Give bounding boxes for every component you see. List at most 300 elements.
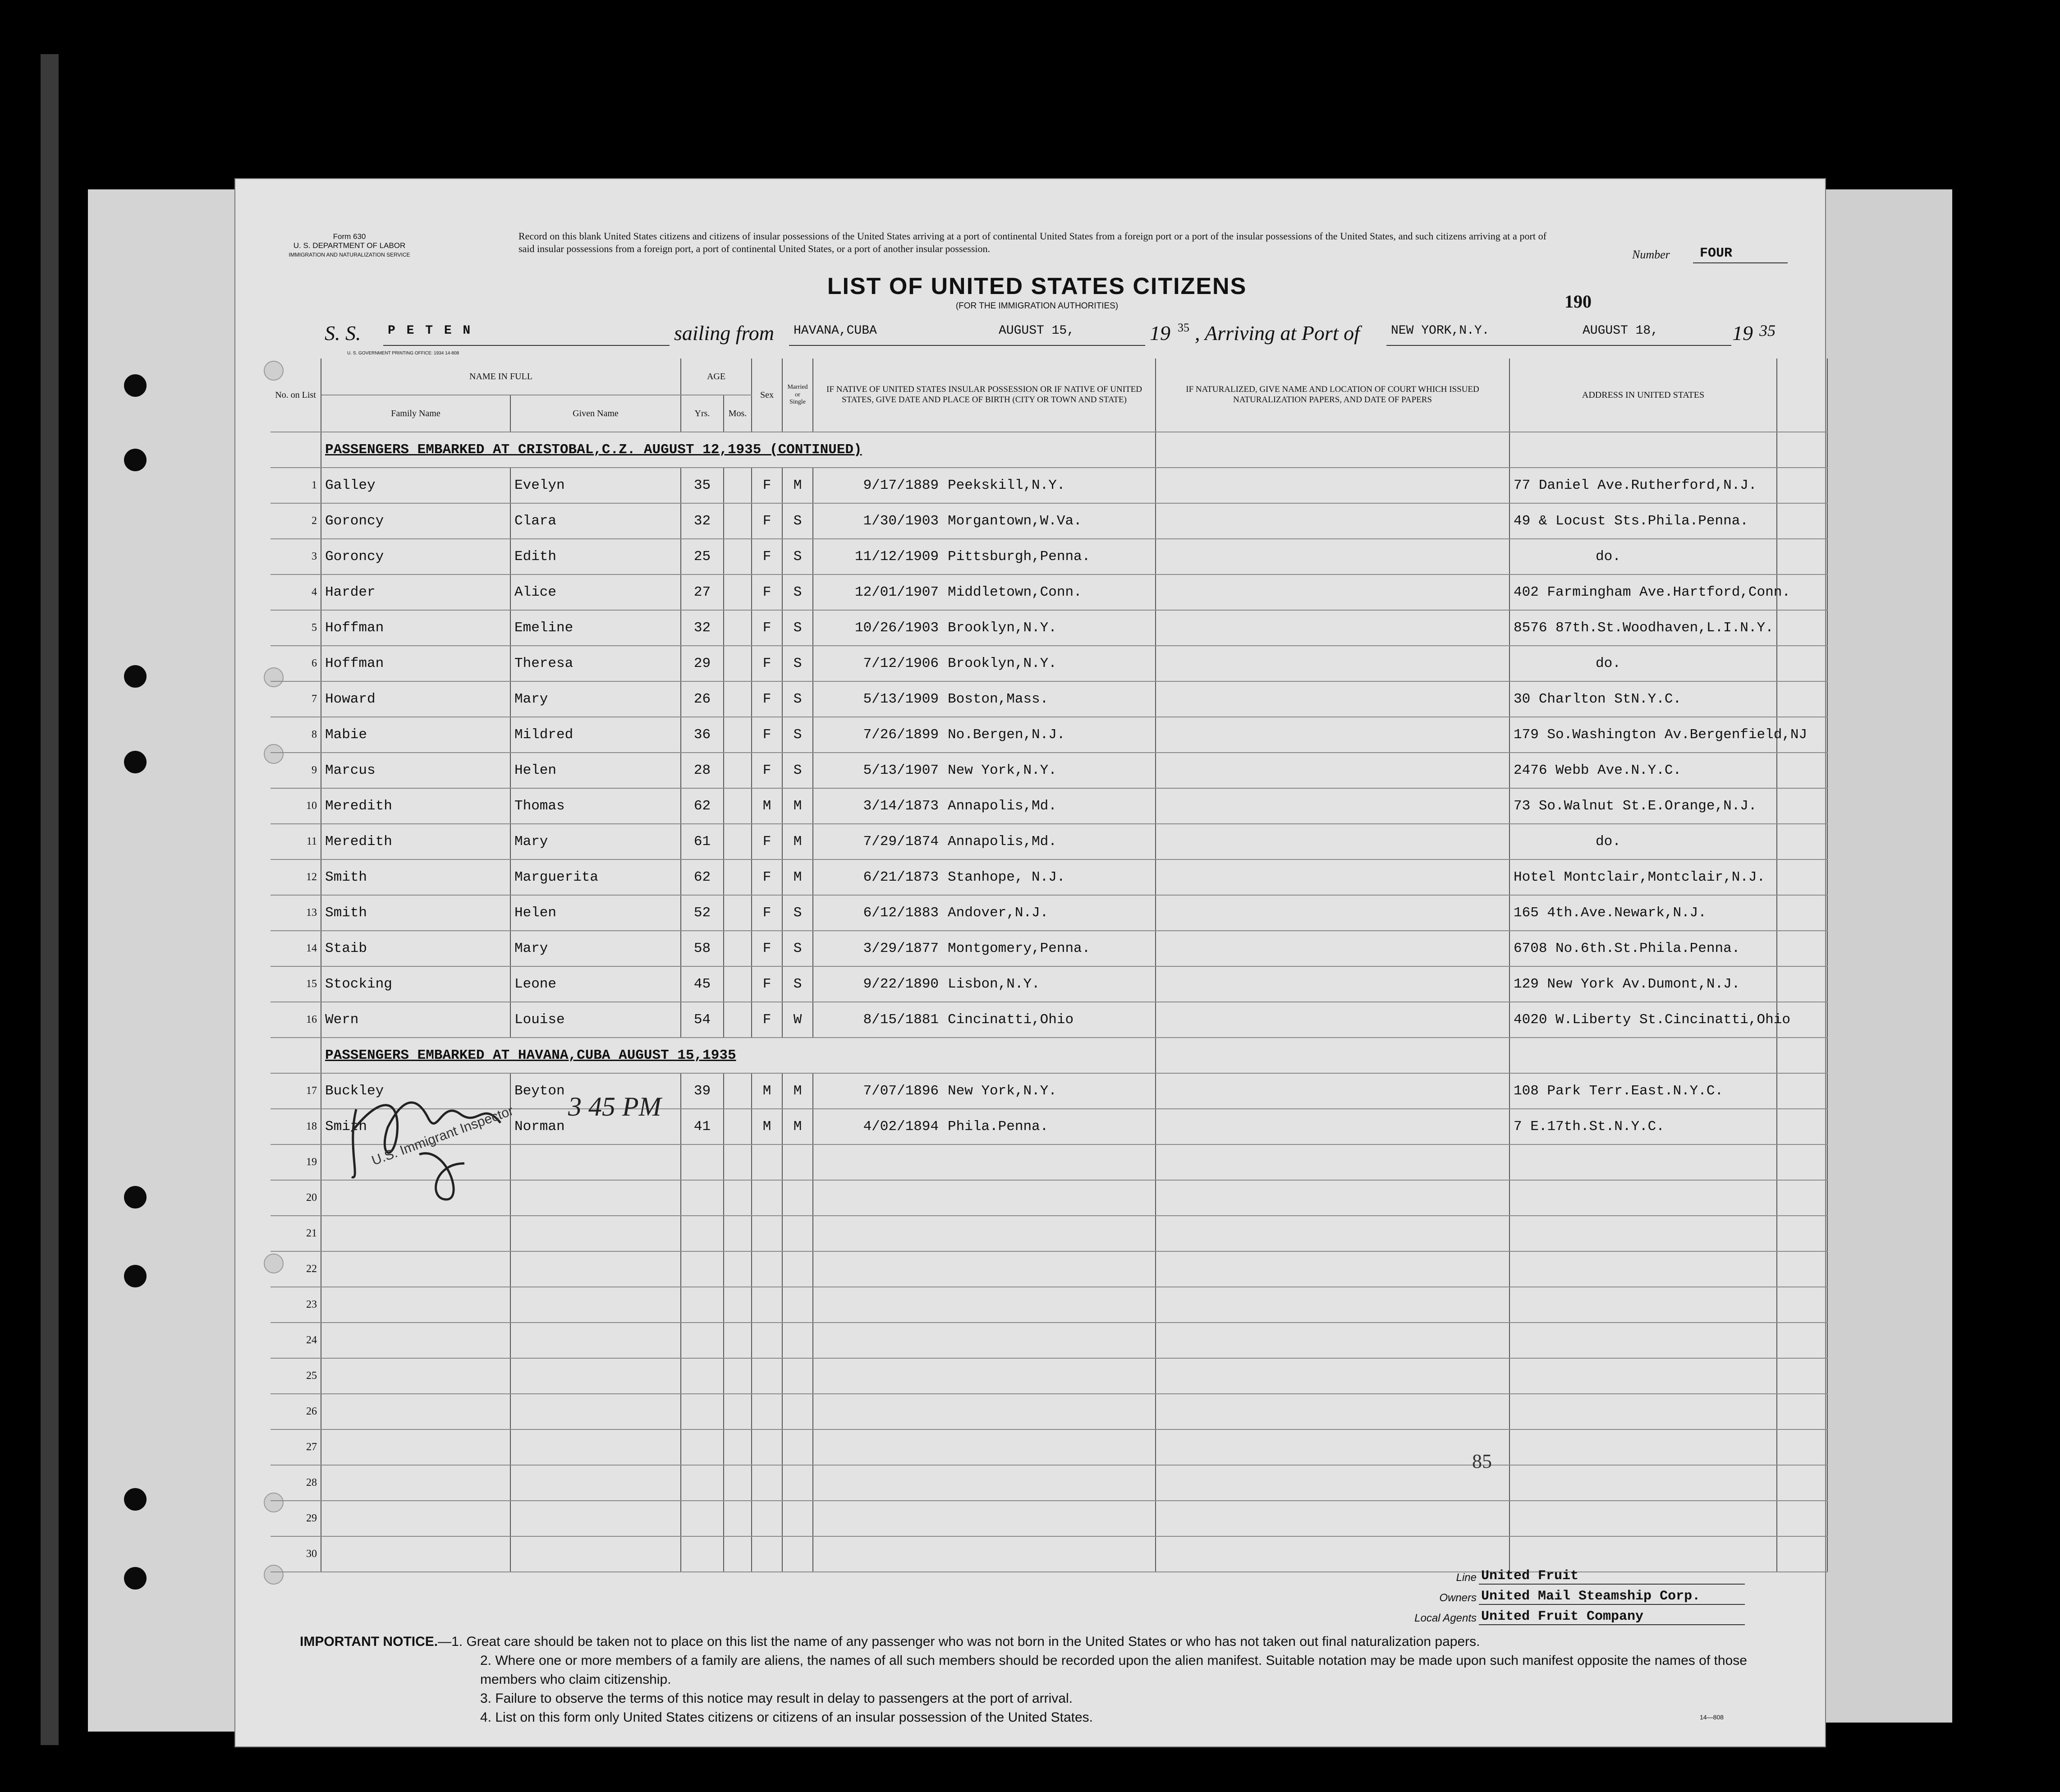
marital-status: M bbox=[782, 824, 813, 859]
age-months bbox=[724, 574, 752, 610]
birth-place: Montgomery,Penna. bbox=[948, 941, 1091, 956]
sex: F bbox=[752, 895, 782, 931]
family-name: Goroncy bbox=[321, 503, 510, 539]
birth-date-place bbox=[813, 931, 1156, 966]
birth-date-place bbox=[813, 824, 1156, 859]
empty-cell bbox=[510, 1429, 681, 1465]
row-number: 29 bbox=[271, 1501, 321, 1536]
birth-place: Pittsburgh,Penna. bbox=[948, 549, 1091, 565]
birth-date-place bbox=[813, 468, 1156, 503]
empty-cell bbox=[1156, 1536, 1509, 1572]
age-months bbox=[724, 824, 752, 859]
naturalization bbox=[1156, 574, 1509, 610]
birth-date: 6/21/1873 bbox=[863, 869, 939, 885]
age-years: 32 bbox=[681, 610, 724, 646]
sex: F bbox=[752, 859, 782, 895]
birth-place: Brooklyn,N.Y. bbox=[948, 656, 1057, 671]
empty-cell bbox=[813, 1501, 1156, 1536]
table-row bbox=[271, 717, 1827, 753]
empty-cell bbox=[724, 1358, 752, 1394]
birth-date: 3/29/1877 bbox=[863, 941, 939, 956]
extra bbox=[1777, 788, 1827, 824]
ss-label: S. S. bbox=[325, 322, 361, 345]
row-number: 19 bbox=[271, 1144, 321, 1180]
family-name: Smith bbox=[321, 859, 510, 895]
marital-status: S bbox=[782, 574, 813, 610]
age-years: 54 bbox=[681, 1002, 724, 1038]
age-months bbox=[724, 681, 752, 717]
marital-status: M bbox=[782, 468, 813, 503]
age-months bbox=[724, 468, 752, 503]
row-number: 30 bbox=[271, 1536, 321, 1572]
col-header-yrs: Yrs. bbox=[681, 395, 724, 432]
empty-cell bbox=[1156, 1323, 1509, 1358]
address: 165 4th.Ave.Newark,N.J. bbox=[1509, 895, 1777, 931]
col-header-age: AGE bbox=[681, 358, 752, 395]
empty-cell bbox=[1509, 1429, 1777, 1465]
address: 73 So.Walnut St.E.Orange,N.J. bbox=[1509, 788, 1777, 824]
birth-date: 9/22/1890 bbox=[863, 976, 939, 992]
sex: F bbox=[752, 681, 782, 717]
table-row bbox=[271, 610, 1827, 646]
section-heading: PASSENGERS EMBARKED AT HAVANA,CUBA AUGUST 15,1935 bbox=[321, 1038, 1156, 1073]
owners-value: United Mail Steamship Corp. bbox=[1481, 1589, 1701, 1604]
printing-office: U. S. GOVERNMENT PRINTING OFFICE: 1934 14-808 bbox=[347, 351, 459, 356]
empty-cell bbox=[681, 1536, 724, 1572]
empty-cell bbox=[681, 1429, 724, 1465]
birth-place: Andover,N.J. bbox=[948, 905, 1049, 921]
family-name: Meredith bbox=[321, 788, 510, 824]
naturalization bbox=[1156, 931, 1509, 966]
marital-status: S bbox=[782, 539, 813, 574]
given-name: Theresa bbox=[510, 646, 681, 681]
from-date: AUGUST 15, bbox=[999, 324, 1075, 338]
naturalization bbox=[1156, 681, 1509, 717]
row-number: 23 bbox=[271, 1287, 321, 1323]
age-months bbox=[724, 503, 752, 539]
birth-date: 11/12/1909 bbox=[854, 549, 939, 565]
empty-cell bbox=[752, 1287, 782, 1323]
empty-cell bbox=[1156, 1216, 1509, 1251]
empty-cell bbox=[681, 1251, 724, 1287]
row-number: 21 bbox=[271, 1216, 321, 1251]
table-row bbox=[271, 1536, 1827, 1572]
empty-cell bbox=[1509, 1216, 1777, 1251]
row-number: 22 bbox=[271, 1251, 321, 1287]
birth-date-place bbox=[813, 859, 1156, 895]
extra bbox=[1777, 539, 1827, 574]
empty-cell bbox=[681, 1323, 724, 1358]
row-number: 20 bbox=[271, 1180, 321, 1216]
given-name: Evelyn bbox=[510, 468, 681, 503]
passenger-rows bbox=[271, 432, 1827, 1572]
sex: M bbox=[752, 788, 782, 824]
row-number: 26 bbox=[271, 1394, 321, 1429]
table-row bbox=[271, 539, 1827, 574]
address: do. bbox=[1509, 824, 1777, 859]
empty-cell bbox=[1509, 1038, 1777, 1073]
form-number: Form 630 bbox=[333, 232, 366, 241]
age-years: 29 bbox=[681, 646, 724, 681]
table-row bbox=[271, 931, 1827, 966]
col-header-naturalized: IF NATURALIZED, GIVE NAME AND LOCATION OF COURT WHICH ISSUED NATURALIZATION PAPERS, AND DATE OF PAPERS bbox=[1156, 358, 1509, 432]
extra bbox=[1777, 610, 1827, 646]
naturalization bbox=[1156, 966, 1509, 1002]
table-row bbox=[271, 1465, 1827, 1501]
birth-date: 1/30/1903 bbox=[863, 513, 939, 529]
birth-date: 7/07/1896 bbox=[863, 1083, 939, 1099]
birth-date: 5/13/1909 bbox=[863, 691, 939, 707]
age-months bbox=[724, 753, 752, 788]
empty-cell bbox=[1777, 1323, 1827, 1358]
birth-date: 9/17/1889 bbox=[863, 478, 939, 493]
row-number bbox=[271, 432, 321, 468]
birth-date: 12/01/1907 bbox=[854, 584, 939, 600]
agents-label: Local Agents bbox=[1414, 1612, 1477, 1624]
birth-date-place bbox=[813, 1109, 1156, 1144]
punch-hole bbox=[124, 374, 147, 397]
table-row bbox=[271, 859, 1827, 895]
empty-cell bbox=[321, 1287, 510, 1323]
empty-cell bbox=[1509, 1465, 1777, 1501]
col-header-extra bbox=[1777, 358, 1827, 432]
punch-hole bbox=[124, 1265, 147, 1287]
empty-cell bbox=[724, 1501, 752, 1536]
sex: M bbox=[752, 1109, 782, 1144]
marital-status: S bbox=[782, 610, 813, 646]
empty-cell bbox=[1509, 1144, 1777, 1180]
page-title: LIST OF UNITED STATES CITIZENS bbox=[827, 273, 1247, 299]
line-value: United Fruit bbox=[1481, 1568, 1579, 1584]
empty-cell bbox=[510, 1287, 681, 1323]
family-name: Hoffman bbox=[321, 610, 510, 646]
instructions: Record on this blank United States citizens and citizens of insular possessions of the United States arriving at a port of continental United States from a foreign port or a port of the insular possessions of the United States, and such citizens arriving at a port of said insular possessions from a foreign port, a port of continental United States, or a port of another insular possession. bbox=[518, 230, 1546, 254]
age-years: 45 bbox=[681, 966, 724, 1002]
empty-cell bbox=[1509, 1536, 1777, 1572]
empty-cell bbox=[1156, 1465, 1509, 1501]
empty-cell bbox=[752, 1465, 782, 1501]
sex: F bbox=[752, 753, 782, 788]
birth-place: Peekskill,N.Y. bbox=[948, 478, 1065, 493]
empty-cell bbox=[681, 1180, 724, 1216]
row-number: 9 bbox=[271, 753, 321, 788]
age-years: 62 bbox=[681, 859, 724, 895]
naturalization bbox=[1156, 1002, 1509, 1038]
empty-cell bbox=[782, 1394, 813, 1429]
empty-cell bbox=[813, 1216, 1156, 1251]
sex: F bbox=[752, 824, 782, 859]
given-name: Edith bbox=[510, 539, 681, 574]
table-row bbox=[271, 753, 1827, 788]
empty-cell bbox=[752, 1536, 782, 1572]
empty-cell bbox=[782, 1465, 813, 1501]
age-years: 61 bbox=[681, 824, 724, 859]
row-number: 4 bbox=[271, 574, 321, 610]
family-name: Smith bbox=[321, 895, 510, 931]
empty-cell bbox=[1509, 1323, 1777, 1358]
naturalization bbox=[1156, 859, 1509, 895]
age-years: 36 bbox=[681, 717, 724, 753]
empty-cell bbox=[1777, 1038, 1827, 1073]
empty-cell bbox=[510, 1323, 681, 1358]
table-row bbox=[271, 1394, 1827, 1429]
notice-1: —1. Great care should be taken not to place on this list the name of any passenger who was not born in the United States or who has not taken out final naturalization papers. bbox=[438, 1634, 1480, 1649]
age-months bbox=[724, 859, 752, 895]
address: 30 Charlton StN.Y.C. bbox=[1509, 681, 1777, 717]
empty-cell bbox=[1777, 1536, 1827, 1572]
sex: F bbox=[752, 574, 782, 610]
birth-place: Cincinatti,Ohio bbox=[948, 1012, 1074, 1028]
empty-cell bbox=[1777, 1358, 1827, 1394]
given-name: Clara bbox=[510, 503, 681, 539]
row-number: 11 bbox=[271, 824, 321, 859]
address: 129 New York Av.Dumont,N.J. bbox=[1509, 966, 1777, 1002]
birth-date-place bbox=[813, 503, 1156, 539]
empty-cell bbox=[724, 1180, 752, 1216]
table-row bbox=[271, 788, 1827, 824]
empty-cell bbox=[813, 1358, 1156, 1394]
form-issuer bbox=[275, 232, 424, 259]
given-name: Norman bbox=[510, 1109, 681, 1144]
birth-date: 7/26/1899 bbox=[863, 727, 939, 743]
empty-cell bbox=[1777, 1501, 1827, 1536]
given-name: Helen bbox=[510, 895, 681, 931]
family-name: Buckley bbox=[321, 1073, 510, 1109]
address: 108 Park Terr.East.N.Y.C. bbox=[1509, 1073, 1777, 1109]
table-row bbox=[271, 1216, 1827, 1251]
age-years: 62 bbox=[681, 788, 724, 824]
birth-date: 10/26/1903 bbox=[854, 620, 939, 636]
header-row-1 bbox=[271, 358, 1827, 395]
arrival-date: AUGUST 18, bbox=[1583, 324, 1659, 338]
empty-cell bbox=[1156, 432, 1509, 468]
empty-cell bbox=[1509, 1180, 1777, 1216]
arrival-underline bbox=[1386, 345, 1731, 346]
row-number: 2 bbox=[271, 503, 321, 539]
given-name: Thomas bbox=[510, 788, 681, 824]
family-name: Smith bbox=[321, 1109, 510, 1144]
empty-cell bbox=[752, 1358, 782, 1394]
birth-place: Brooklyn,N.Y. bbox=[948, 620, 1057, 636]
naturalization bbox=[1156, 539, 1509, 574]
empty-cell bbox=[724, 1216, 752, 1251]
family-name: Goroncy bbox=[321, 539, 510, 574]
owners-underline bbox=[1479, 1604, 1745, 1605]
address: do. bbox=[1509, 539, 1777, 574]
marital-status: S bbox=[782, 931, 813, 966]
table-row bbox=[271, 681, 1827, 717]
empty-cell bbox=[724, 1465, 752, 1501]
naturalization bbox=[1156, 895, 1509, 931]
empty-cell bbox=[724, 1536, 752, 1572]
punch-hole bbox=[124, 751, 147, 773]
passenger-table bbox=[271, 358, 1828, 1572]
family-name: Harder bbox=[321, 574, 510, 610]
empty-cell bbox=[782, 1251, 813, 1287]
birth-place: Annapolis,Md. bbox=[948, 834, 1057, 850]
table-row bbox=[271, 503, 1827, 539]
given-name: Mildred bbox=[510, 717, 681, 753]
empty-cell bbox=[321, 1465, 510, 1501]
agents-underline bbox=[1479, 1624, 1745, 1625]
row-number: 5 bbox=[271, 610, 321, 646]
given-name: Mary bbox=[510, 824, 681, 859]
empty-cell bbox=[1777, 1394, 1827, 1429]
number-underline bbox=[1693, 262, 1788, 263]
birth-date: 6/12/1883 bbox=[863, 905, 939, 921]
empty-cell bbox=[752, 1216, 782, 1251]
row-number bbox=[271, 1038, 321, 1073]
naturalization bbox=[1156, 717, 1509, 753]
inspector-stamp: U.S. Immigrant Inspector bbox=[370, 1103, 516, 1169]
age-months bbox=[724, 1002, 752, 1038]
empty-cell bbox=[1509, 1394, 1777, 1429]
empty-cell bbox=[724, 1394, 752, 1429]
year-prefix: 19 bbox=[1150, 322, 1170, 345]
extra bbox=[1777, 931, 1827, 966]
arriving-label: , Arriving at Port of bbox=[1195, 322, 1360, 345]
line-underline bbox=[1479, 1584, 1745, 1585]
sex: M bbox=[752, 1073, 782, 1109]
empty-cell bbox=[1156, 1251, 1509, 1287]
col-header-family-name: Family Name bbox=[321, 395, 510, 432]
given-name: Helen bbox=[510, 753, 681, 788]
birth-place: Morgantown,W.Va. bbox=[948, 513, 1082, 529]
row-number: 7 bbox=[271, 681, 321, 717]
page-number: 85 bbox=[1472, 1450, 1492, 1472]
empty-cell bbox=[1156, 1358, 1509, 1394]
family-name: Wern bbox=[321, 1002, 510, 1038]
ship-underline bbox=[383, 345, 670, 346]
address: 2476 Webb Ave.N.Y.C. bbox=[1509, 753, 1777, 788]
empty-cell bbox=[1156, 1501, 1509, 1536]
address: 7 E.17th.St.N.Y.C. bbox=[1509, 1109, 1777, 1144]
row-number: 12 bbox=[271, 859, 321, 895]
given-name: Alice bbox=[510, 574, 681, 610]
from-year: 35 bbox=[1178, 321, 1189, 334]
section-cristobal bbox=[271, 432, 1827, 468]
col-header-birth: IF NATIVE OF UNITED STATES INSULAR POSSESSION OR IF NATIVE OF UNITED STATES, GIVE DATE AND PLACE OF BIRTH (CITY OR TOWN AND STATE) bbox=[813, 358, 1156, 432]
marital-status: S bbox=[782, 753, 813, 788]
empty-cell bbox=[813, 1465, 1156, 1501]
underlying-sheet-left bbox=[88, 189, 255, 1732]
empty-cell bbox=[724, 1323, 752, 1358]
empty-cell bbox=[724, 1287, 752, 1323]
punch-hole bbox=[124, 665, 147, 688]
naturalization bbox=[1156, 503, 1509, 539]
empty-cell bbox=[1777, 1144, 1827, 1180]
empty-cell bbox=[510, 1394, 681, 1429]
birth-date-place bbox=[813, 1073, 1156, 1109]
birth-place: Lisbon,N.Y. bbox=[948, 976, 1040, 992]
marital-status: S bbox=[782, 646, 813, 681]
row-number: 18 bbox=[271, 1109, 321, 1144]
sex: F bbox=[752, 646, 782, 681]
age-years: 25 bbox=[681, 539, 724, 574]
empty-cell bbox=[1156, 1287, 1509, 1323]
given-name: Beyton bbox=[510, 1073, 681, 1109]
empty-cell bbox=[321, 1501, 510, 1536]
col-header-mos: Mos. bbox=[724, 395, 752, 432]
sex: F bbox=[752, 539, 782, 574]
empty-cell bbox=[1777, 1429, 1827, 1465]
birth-date-place bbox=[813, 753, 1156, 788]
family-name: Howard bbox=[321, 681, 510, 717]
table-row bbox=[271, 1002, 1827, 1038]
table-row bbox=[271, 1287, 1827, 1323]
address: 402 Farmingham Ave.Hartford,Conn. bbox=[1509, 574, 1777, 610]
given-name: Leone bbox=[510, 966, 681, 1002]
birth-date: 7/12/1906 bbox=[863, 656, 939, 671]
punch-hole bbox=[124, 449, 147, 471]
agents-value: United Fruit Company bbox=[1481, 1609, 1644, 1624]
naturalization bbox=[1156, 610, 1509, 646]
family-name: Marcus bbox=[321, 753, 510, 788]
extra bbox=[1777, 1109, 1827, 1144]
col-header-name-in-full: NAME IN FULL bbox=[321, 358, 681, 395]
birth-date-place bbox=[813, 681, 1156, 717]
empty-cell bbox=[813, 1394, 1156, 1429]
page-subtitle: (FOR THE IMMIGRATION AUTHORITIES) bbox=[955, 301, 1119, 311]
address: 77 Daniel Ave.Rutherford,N.J. bbox=[1509, 468, 1777, 503]
age-months bbox=[724, 966, 752, 1002]
birth-date-place bbox=[813, 966, 1156, 1002]
birth-date-place bbox=[813, 717, 1156, 753]
table-row bbox=[271, 824, 1827, 859]
form-code: 14—808 bbox=[1700, 1714, 1724, 1721]
row-number: 1 bbox=[271, 468, 321, 503]
table-row bbox=[271, 1429, 1827, 1465]
empty-cell bbox=[1777, 432, 1827, 468]
empty-cell bbox=[752, 1501, 782, 1536]
table-row bbox=[271, 1358, 1827, 1394]
empty-cell bbox=[1509, 1358, 1777, 1394]
given-name: Emeline bbox=[510, 610, 681, 646]
empty-cell bbox=[782, 1144, 813, 1180]
age-years: 35 bbox=[681, 468, 724, 503]
table-row bbox=[271, 966, 1827, 1002]
table-row bbox=[271, 895, 1827, 931]
naturalization bbox=[1156, 1073, 1509, 1109]
empty-cell bbox=[813, 1429, 1156, 1465]
birth-place: Stanhope, N.J. bbox=[948, 869, 1065, 885]
age-months bbox=[724, 717, 752, 753]
birth-date-place bbox=[813, 646, 1156, 681]
birth-place: New York,N.Y. bbox=[948, 1083, 1057, 1099]
from-underline bbox=[789, 345, 1145, 346]
notice-2: 2. Where one or more members of a family are aliens, the names of all such members should be recorded upon the alien manifest. Suitable notation may be made upon such manifest opposite the names of those members who claim citizenship. bbox=[480, 1653, 1747, 1687]
age-months bbox=[724, 646, 752, 681]
age-years: 28 bbox=[681, 753, 724, 788]
empty-cell bbox=[782, 1180, 813, 1216]
arrival-year-prefix: 19 bbox=[1732, 322, 1753, 345]
given-name: Mary bbox=[510, 931, 681, 966]
empty-cell bbox=[681, 1287, 724, 1323]
naturalization bbox=[1156, 646, 1509, 681]
empty-cell bbox=[510, 1251, 681, 1287]
empty-cell bbox=[321, 1323, 510, 1358]
empty-cell bbox=[782, 1536, 813, 1572]
marital-status: M bbox=[782, 1073, 813, 1109]
empty-cell bbox=[1509, 1251, 1777, 1287]
empty-cell bbox=[1777, 1251, 1827, 1287]
empty-cell bbox=[1156, 1394, 1509, 1429]
family-name: Hoffman bbox=[321, 646, 510, 681]
empty-cell bbox=[321, 1251, 510, 1287]
given-name: Mary bbox=[510, 681, 681, 717]
sex: F bbox=[752, 503, 782, 539]
empty-cell bbox=[510, 1536, 681, 1572]
